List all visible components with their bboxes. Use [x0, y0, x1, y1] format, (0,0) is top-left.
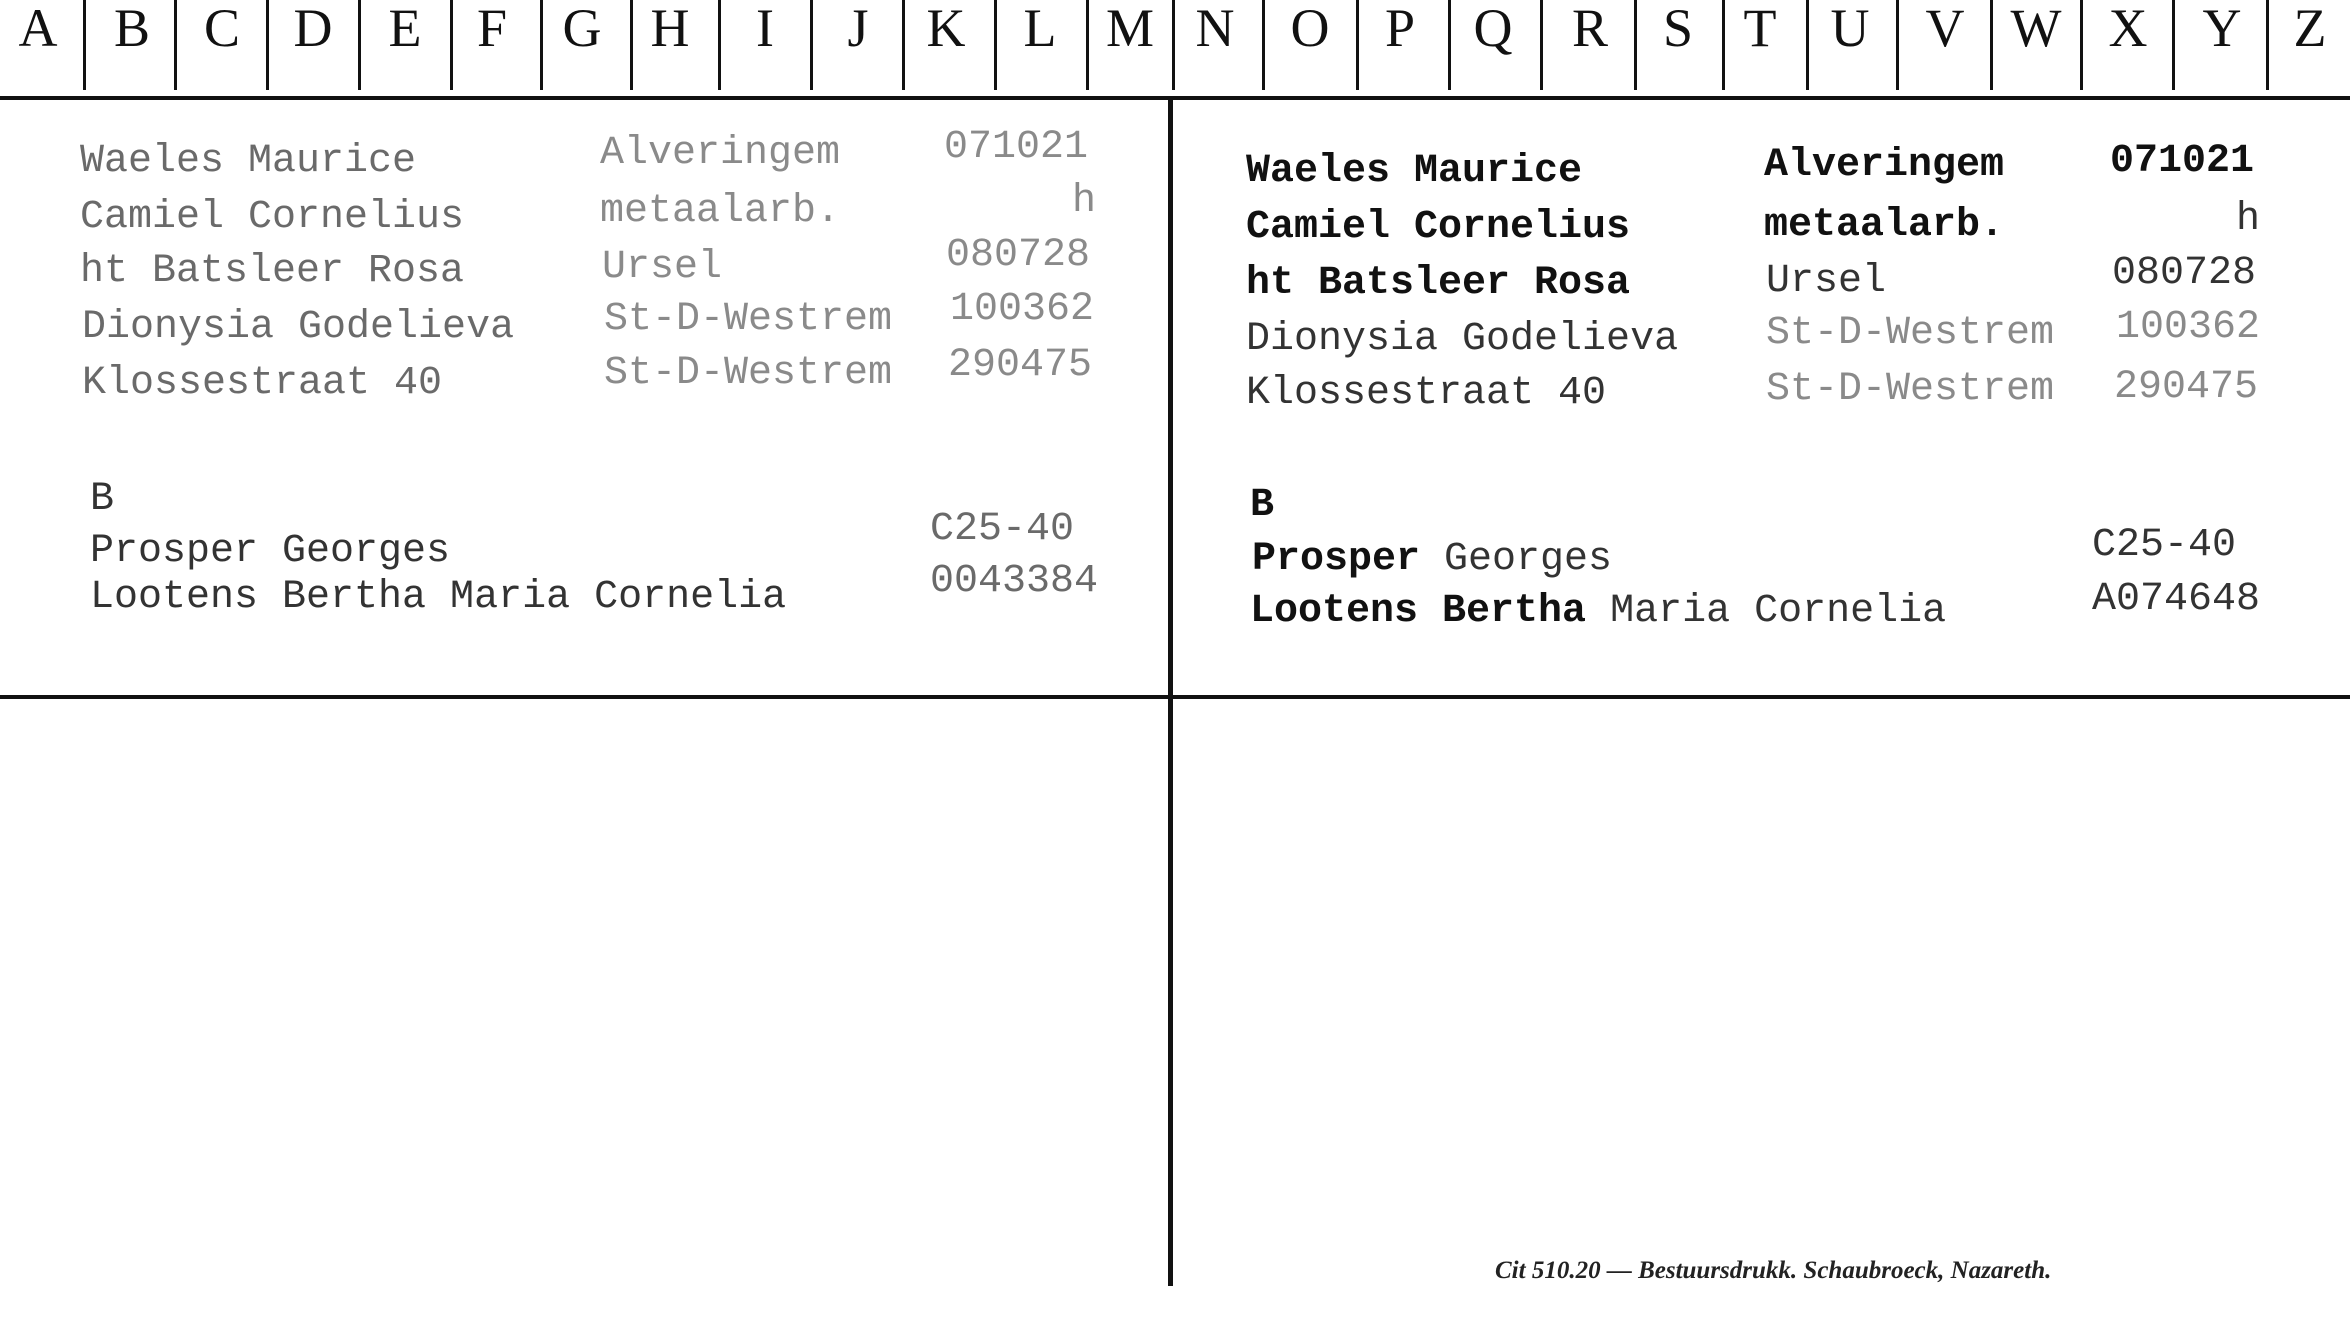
index-divider — [1448, 0, 1451, 90]
right-number-4: 100362 — [2116, 305, 2261, 350]
left-person-2: Lootens Bertha Maria Cornelia — [90, 575, 787, 620]
index-divider — [1262, 0, 1265, 90]
right-person-2-code: A074648 — [2092, 577, 2261, 622]
left-name-2: Camiel Cornelius — [80, 195, 465, 240]
index-letter-g: G — [562, 0, 602, 58]
index-letter-u: U — [1830, 0, 1870, 58]
index-letter-l: L — [1023, 0, 1057, 58]
left-name-3: ht Batsleer Rosa — [80, 249, 465, 294]
index-divider — [1990, 0, 1993, 90]
center-divider — [1168, 98, 1173, 1286]
right-person-1-code: C25-40 — [2092, 523, 2237, 568]
index-divider — [1086, 0, 1089, 90]
index-divider — [2172, 0, 2175, 90]
index-letter-r: R — [1571, 0, 1609, 58]
right-person-1-bold: Prosper — [1252, 537, 1421, 582]
index-letter-w: W — [2010, 0, 2062, 58]
index-divider — [2266, 0, 2269, 90]
right-name-1: Waeles Maurice — [1246, 149, 1583, 194]
index-letter-a: A — [18, 0, 58, 58]
index-divider — [902, 0, 905, 90]
right-person-2-bold: Lootens Bertha — [1250, 589, 1587, 634]
printer-imprint: Cit 510.20 — Bestuursdrukk. Schaubroeck, Nazareth. — [1495, 1257, 2052, 1284]
left-place-5: St-D-Westrem — [604, 351, 893, 396]
index-divider — [810, 0, 813, 90]
index-letter-m: M — [1105, 0, 1154, 58]
index-divider — [358, 0, 361, 90]
index-letter-y: Y — [2202, 0, 2242, 58]
index-letter-c: C — [203, 0, 241, 58]
index-divider — [1722, 0, 1725, 90]
index-letter-t: T — [1743, 0, 1777, 58]
index-divider — [718, 0, 721, 90]
middle-rule — [0, 695, 2350, 699]
left-number-1: 071021 — [944, 125, 1089, 170]
left-place-4: St-D-Westrem — [604, 297, 893, 342]
index-divider — [1896, 0, 1899, 90]
right-number-3: 080728 — [2112, 251, 2257, 296]
index-letter-o: O — [1290, 0, 1330, 58]
left-place-1: Alveringem — [600, 131, 841, 176]
right-number-1: 071021 — [2110, 139, 2255, 184]
index-letter-f: F — [476, 0, 508, 58]
index-letter-p: P — [1384, 0, 1416, 58]
index-letter-q: Q — [1473, 0, 1513, 58]
index-divider — [1356, 0, 1359, 90]
index-letter-s: S — [1662, 0, 1694, 58]
right-person-1 — [1252, 538, 1612, 582]
left-person-2-code: 0043384 — [930, 559, 1099, 604]
index-letter-k: K — [926, 0, 966, 58]
index-divider — [630, 0, 633, 90]
right-place-4: St-D-Westrem — [1766, 311, 2055, 356]
index-divider — [1172, 0, 1175, 90]
left-person-1-code: C25-40 — [930, 507, 1075, 552]
index-letter-x: X — [2108, 0, 2148, 58]
right-number-2: h — [2236, 197, 2261, 242]
index-divider — [1806, 0, 1809, 90]
left-section-letter: B — [90, 477, 115, 522]
index-letter-v: V — [1925, 0, 1965, 58]
index-letter-e: E — [388, 0, 422, 58]
index-letter-d: D — [293, 0, 333, 58]
index-letter-n: N — [1195, 0, 1235, 58]
right-place-2: metaalarb. — [1764, 203, 2005, 248]
left-name-5: Klossestraat 40 — [82, 361, 443, 406]
index-divider — [2080, 0, 2083, 90]
index-letter-h: H — [650, 0, 690, 58]
top-rule — [0, 96, 2350, 100]
index-letter-b: B — [113, 0, 151, 58]
index-divider — [450, 0, 453, 90]
right-name-5: Klossestraat 40 — [1246, 371, 1607, 416]
right-name-4: Dionysia Godelieva — [1246, 317, 1679, 362]
alphabet-index-strip — [0, 0, 2350, 96]
right-name-3: ht Batsleer Rosa — [1246, 261, 1631, 306]
left-number-3: 080728 — [946, 233, 1091, 278]
left-person-1: Prosper Georges — [90, 529, 451, 574]
left-place-2: metaalarb. — [600, 189, 841, 234]
left-number-5: 290475 — [948, 343, 1093, 388]
right-name-2: Camiel Cornelius — [1246, 205, 1631, 250]
right-person-1-rest: Georges — [1420, 537, 1613, 582]
left-name-1: Waeles Maurice — [80, 139, 417, 184]
left-number-4: 100362 — [950, 287, 1095, 332]
index-letter-z: Z — [2293, 0, 2327, 58]
left-number-2: h — [1072, 179, 1097, 224]
index-divider — [83, 0, 86, 90]
right-place-1: Alveringem — [1764, 143, 2005, 188]
index-letter-i: I — [756, 0, 774, 58]
index-divider — [540, 0, 543, 90]
right-place-3: Ursel — [1766, 259, 1887, 304]
index-divider — [174, 0, 177, 90]
left-place-3: Ursel — [602, 245, 723, 290]
right-place-5: St-D-Westrem — [1766, 367, 2055, 412]
index-divider — [994, 0, 997, 90]
right-person-2-rest: Maria Cornelia — [1586, 589, 1947, 634]
index-letter-j: J — [847, 0, 869, 58]
index-divider — [1540, 0, 1543, 90]
index-divider — [266, 0, 269, 90]
index-divider — [1634, 0, 1637, 90]
right-section-letter: B — [1250, 483, 1275, 528]
right-number-5: 290475 — [2114, 365, 2259, 410]
left-name-4: Dionysia Godelieva — [82, 305, 515, 350]
right-person-2 — [1250, 590, 1946, 634]
